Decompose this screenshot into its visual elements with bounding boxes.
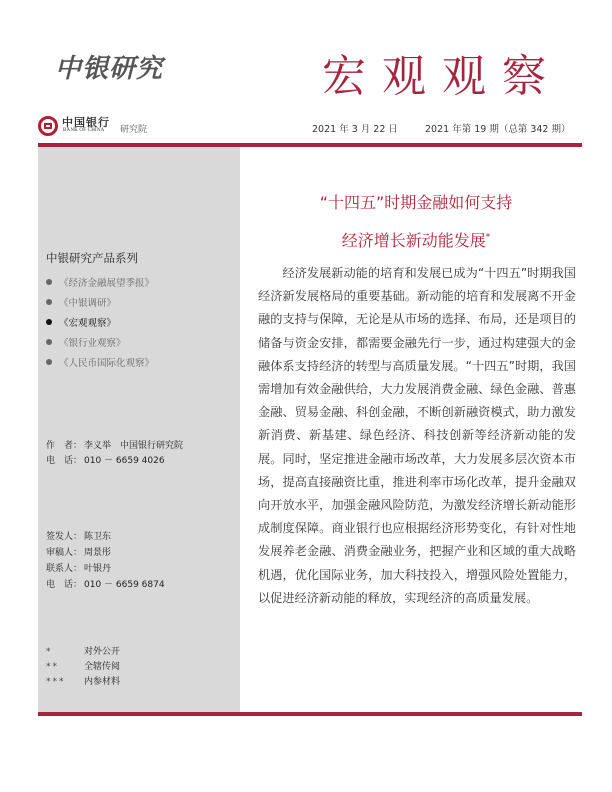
publication-title: 宏观观察 [322, 51, 562, 102]
series-list [46, 272, 154, 372]
author-info [46, 438, 183, 468]
bullet-icon [46, 359, 52, 365]
series-title: 中银研究产品系列 [46, 251, 138, 265]
sidebar-panel [38, 147, 240, 712]
bullet-icon [46, 299, 52, 305]
confidentiality-row: ** 全辖传阅 [46, 662, 121, 672]
series-item [46, 332, 154, 352]
contact-phone-row: 电 话： 010 － 6659 6874 [46, 580, 165, 590]
series-item-active [46, 312, 154, 332]
series-item-label: 《中银调研》 [59, 298, 117, 309]
author-phone-row: 电 话： 010 － 6659 4026 [46, 456, 165, 466]
staff-info [46, 529, 165, 593]
confidentiality-row: * 对外公开 [46, 647, 121, 657]
series-item-label: 《银行业观察》 [59, 338, 126, 349]
reviewer-row: 审稿人： 周景彤 [46, 548, 112, 558]
series-item [46, 352, 154, 372]
series-item [46, 272, 154, 292]
star-icon: *** [46, 677, 66, 687]
issue-number: 2021 年第 19 期（总第 342 期） [425, 124, 571, 135]
boc-name-cn: 中国银行 [62, 116, 110, 129]
author-row: 作 者： 李义举 中国银行研究院 [46, 441, 184, 451]
confidentiality-row: *** 内参材料 [46, 677, 121, 687]
star-icon: ** [46, 662, 59, 672]
publish-date: 2021 年 3 月 22 日 [312, 124, 398, 135]
footnote-mark: * [485, 232, 491, 243]
bullet-icon [46, 319, 52, 325]
article-body: 经济发展新动能的培育和发展已成为“十四五”时期我国经济新发展格局的重要基础。新动能的培育和发展离不开金融的支持与保障，无论是从市场的选择、布局，还是项目的储备与资金安排，都需要金融先行一步，通过构建强大的金融体系支持经济的转型与高质量发展。“十四五”时期，我国需增加有效金融供给，大力发展消费金融、绿色金融、普惠金融、贸易金融、科创金融，不断创新融资模式，助力激发新消费、新基建、绿色经济、科技创新等经济新动能的发展。同时，坚定推进金融市场改革，大力发展多层次资本市场，提高直接融资比重，推进利率市场化改革，提升金融双向开放水平，加强金融风险防范，为激发经济增长新动能形成制度保障。商业银行也应根据经济形势变化，有针对性地发展养老金融、消费金融业务，把握产业和区域的重大战略机遇，优化国际业务，加大科技投入，增强风险处置能力，以促进经济新动能的释放，实现经济的高质量发展。 [258, 266, 576, 605]
confidentiality-legend [46, 644, 120, 689]
series-item [46, 292, 154, 312]
star-icon: * [46, 647, 53, 657]
series-item-label: 《经济金融展望季报》 [59, 278, 155, 289]
signer-row: 签发人： 陈卫东 [46, 532, 112, 542]
brand-calligraphy-logo: 中银研究 [55, 54, 164, 84]
article-title-line1: “十四五”时期金融如何支持 [319, 193, 513, 212]
series-item-label: 《人民币国际化观察》 [59, 358, 155, 369]
boc-name-en: BANK OF CHINA [63, 128, 105, 133]
contact-row: 联系人： 叶银丹 [46, 564, 112, 574]
bullet-icon [46, 339, 52, 345]
bullet-icon [46, 279, 52, 285]
article-title-line2: 经济增长新动能发展* [341, 231, 491, 250]
footer-divider [38, 712, 582, 716]
series-item-label: 《宏观观察》 [59, 318, 117, 329]
institute-label: 研究院 [120, 125, 148, 135]
bank-of-china-logo-icon [38, 116, 58, 136]
